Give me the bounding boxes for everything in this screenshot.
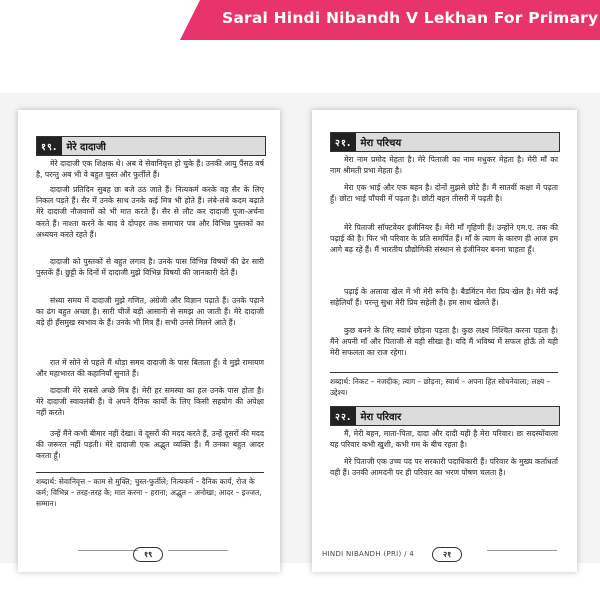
word-meanings: शब्दार्थ: निकट – नजदीक; त्याग – छोड़ना; स्वार्थ – अपना हित सोचनेवाला; लक्ष्य – उद्देश्य। [330,372,558,398]
paragraph: संध्या समय में दादाजी मुझे गणित, अंग्रेजी और विज्ञान पढ़ाते हैं। उनके पढ़ाने का ढंग बहुत अच्छा है। सारी चीजें बड़ी आसानी से समझ आ जाती हैं। मेरे दादाजी बड़े ही हँसमुख स्वभाव के हैं। उनके भी मित्र हैं। सभी उनसे मिलने आते हैं। [36,296,264,328]
paragraph: मेरा एक भाई और एक बहन है। दोनों मुझसे छोटे हैं। मैं सातवीं कक्षा में पढ़ता हूँ। छोटा भाई पाँचवी में पढ़ता है। छोटी बहन तीसरी में पढ़ती है। [330,183,558,204]
paragraph: दादाजी मेरे सबसे अच्छे मित्र हैं। मेरी हर समस्या का हल उनके पास होता है। मेरे दादाजी स्वावलंबी हैं। वे अपने दैनिक कार्यों के लिए किसी सहयोग की अपेक्षा नहीं करते। [36,386,264,418]
footer-rule [78,550,138,552]
essay-number: २२. [331,407,356,425]
banner-title: Saral Hindi Nibandh V Lekhan For Primary [222,9,599,27]
paragraph: मैं, मेरी बहन, माता-पिता, दादा और दादी यही है मेरा परिवार। छः सदस्योंवाला यह परिवार कभी खुशी, कभी गम के बीच रहता है। [330,429,558,450]
paragraph: कुछ बनने के लिए स्वार्थ छोड़ना पड़ता है। कुछ लक्ष्य निश्चित करना पड़ता है। मैंने अपनी माँ और पिताजी से यही सीखा है। यदि मैं भविष्य में सफल होऊँ तो यही मेरी सफलता का राज रहेगा। [330,326,558,358]
paragraph: मेरा नाम प्रमोद मेहता है। मेरे पिताजी का नाम मधुकर मेहता है। मेरी माँ का नाम श्रीमती प्रभा मेहता है। [330,155,558,176]
title-banner [180,0,600,40]
essay-title: मेरा परिचय [360,138,402,149]
paragraph: दादाजी प्रतिदिन सुबह छः बजे उठ जाते हैं। नित्यकर्म करके वह सैर के लिए निकल पड़ते हैं। सैर में उनके साथ उनके कई मित्र भी होते हैं। लंबे-लंबे कदम बढ़ाते मेरे दादाजी नौजवानों को भी मात करते हैं। सैर से लौट कर दादाजी पूजा-अर्चना करते हैं। नाश्ता करने के बाद वे दोपहर तक समाचार पत्र और विभिन्न पुस्तकों का अध्ययन करते रहते हैं। [36,185,264,239]
essay-title: मेरे दादाजी [66,142,106,153]
paragraph: पढ़ाई के अलावा खेल में भी मेरी रूचि है। बैडमिंटन मेरा प्रिय खेल है। मेरी कई सहेलियाँ हैं। परन्तु सुधा मेरी प्रिय सहेली है। हम साथ खेलते हैं। [330,287,558,308]
page-number-label: १९ [133,547,163,562]
essay-heading [36,136,266,156]
paragraph: मेरे पिताजी एक उच्च पद पर सरकारी पदाधिकारी हैं। परिवार के मुख्य कर्ताधर्ता वही हैं। उनकी आमदनी पर ही परिवार का भरण पोषण चलता है। [330,457,558,478]
essay-title: मेरा परिवार [360,412,402,423]
book-footer-label: HINDI NIBANDH (PRI) / 4 [322,550,415,558]
footer-rule [168,550,228,552]
paragraph: उन्हें मैंने कभी बीमार नहीं देखा। वे दूसरों की मदद करते हैं, उन्हें दूसरों की मदद की जरूरत नहीं पड़ती। मेरे दादाजी एक अद्भुत व्यक्ति हैं। मैं उनका बहुत आदर करता हूँ। [36,429,264,461]
page-number [133,547,163,562]
page-number-label: २१ [432,547,462,562]
word-meanings: शब्दार्थ: सेवानिवृत्त – काम से मुक्ति; चुस्त-फुर्तीले; नित्यकर्म – दैनिक कार्य, रोज के कर्म; विभिन्न – तरह-तरह के; मात करना – हराना; अद्भुत – अनोखा; आदर – इज्जत, सम्मान। [36,472,264,509]
essay-number: १९. [37,137,62,155]
page-number [432,547,462,562]
essay-heading [330,406,560,426]
right-page [312,110,577,572]
paragraph: मेरे दादाजी एक शिक्षक थे। अब वे सेवानिवृत्त हो चुके हैं। उनकी आयु पैंसठ वर्ष है, परन्तु अब भी वे बहुत चुस्त और फुर्तीले हैं। [36,159,264,180]
paragraph: मेरे पिताजी सॉफ्टवेयर इंजीनियर हैं। मेरी माँ गृहिणी हैं। उन्होंने एम.ए. तक की पढ़ाई की है। फिर भी परिवार के प्रति समर्पित हैं। माँ के त्याग के कारण ही आज हम आगे बढ़ रहे हैं। मैं भारतीय प्रौद्योगिकी संस्थान से इंजीनियर बनना चाहता हूँ। [330,223,558,255]
essay-heading [330,132,560,152]
paragraph: रात में सोने से पहले मैं थोड़ा समय दादाजी के पास बिताता हूँ। वे मुझे रामायण और महाभारत की कहानियाँ सुनाते हैं। [36,358,264,379]
essay-number: २१. [331,133,356,151]
left-page [18,110,280,572]
footer-rule [487,550,557,552]
paragraph: दादाजी को पुस्तकों से बहुत लगाव है। उनके पास विभिन्न विषयों की ढेर सारी पुस्तकें हैं। छुट्टी के दिनों में दादाजी मुझे विभिन्न विषयों की जानकारी देते हैं। [36,257,264,278]
